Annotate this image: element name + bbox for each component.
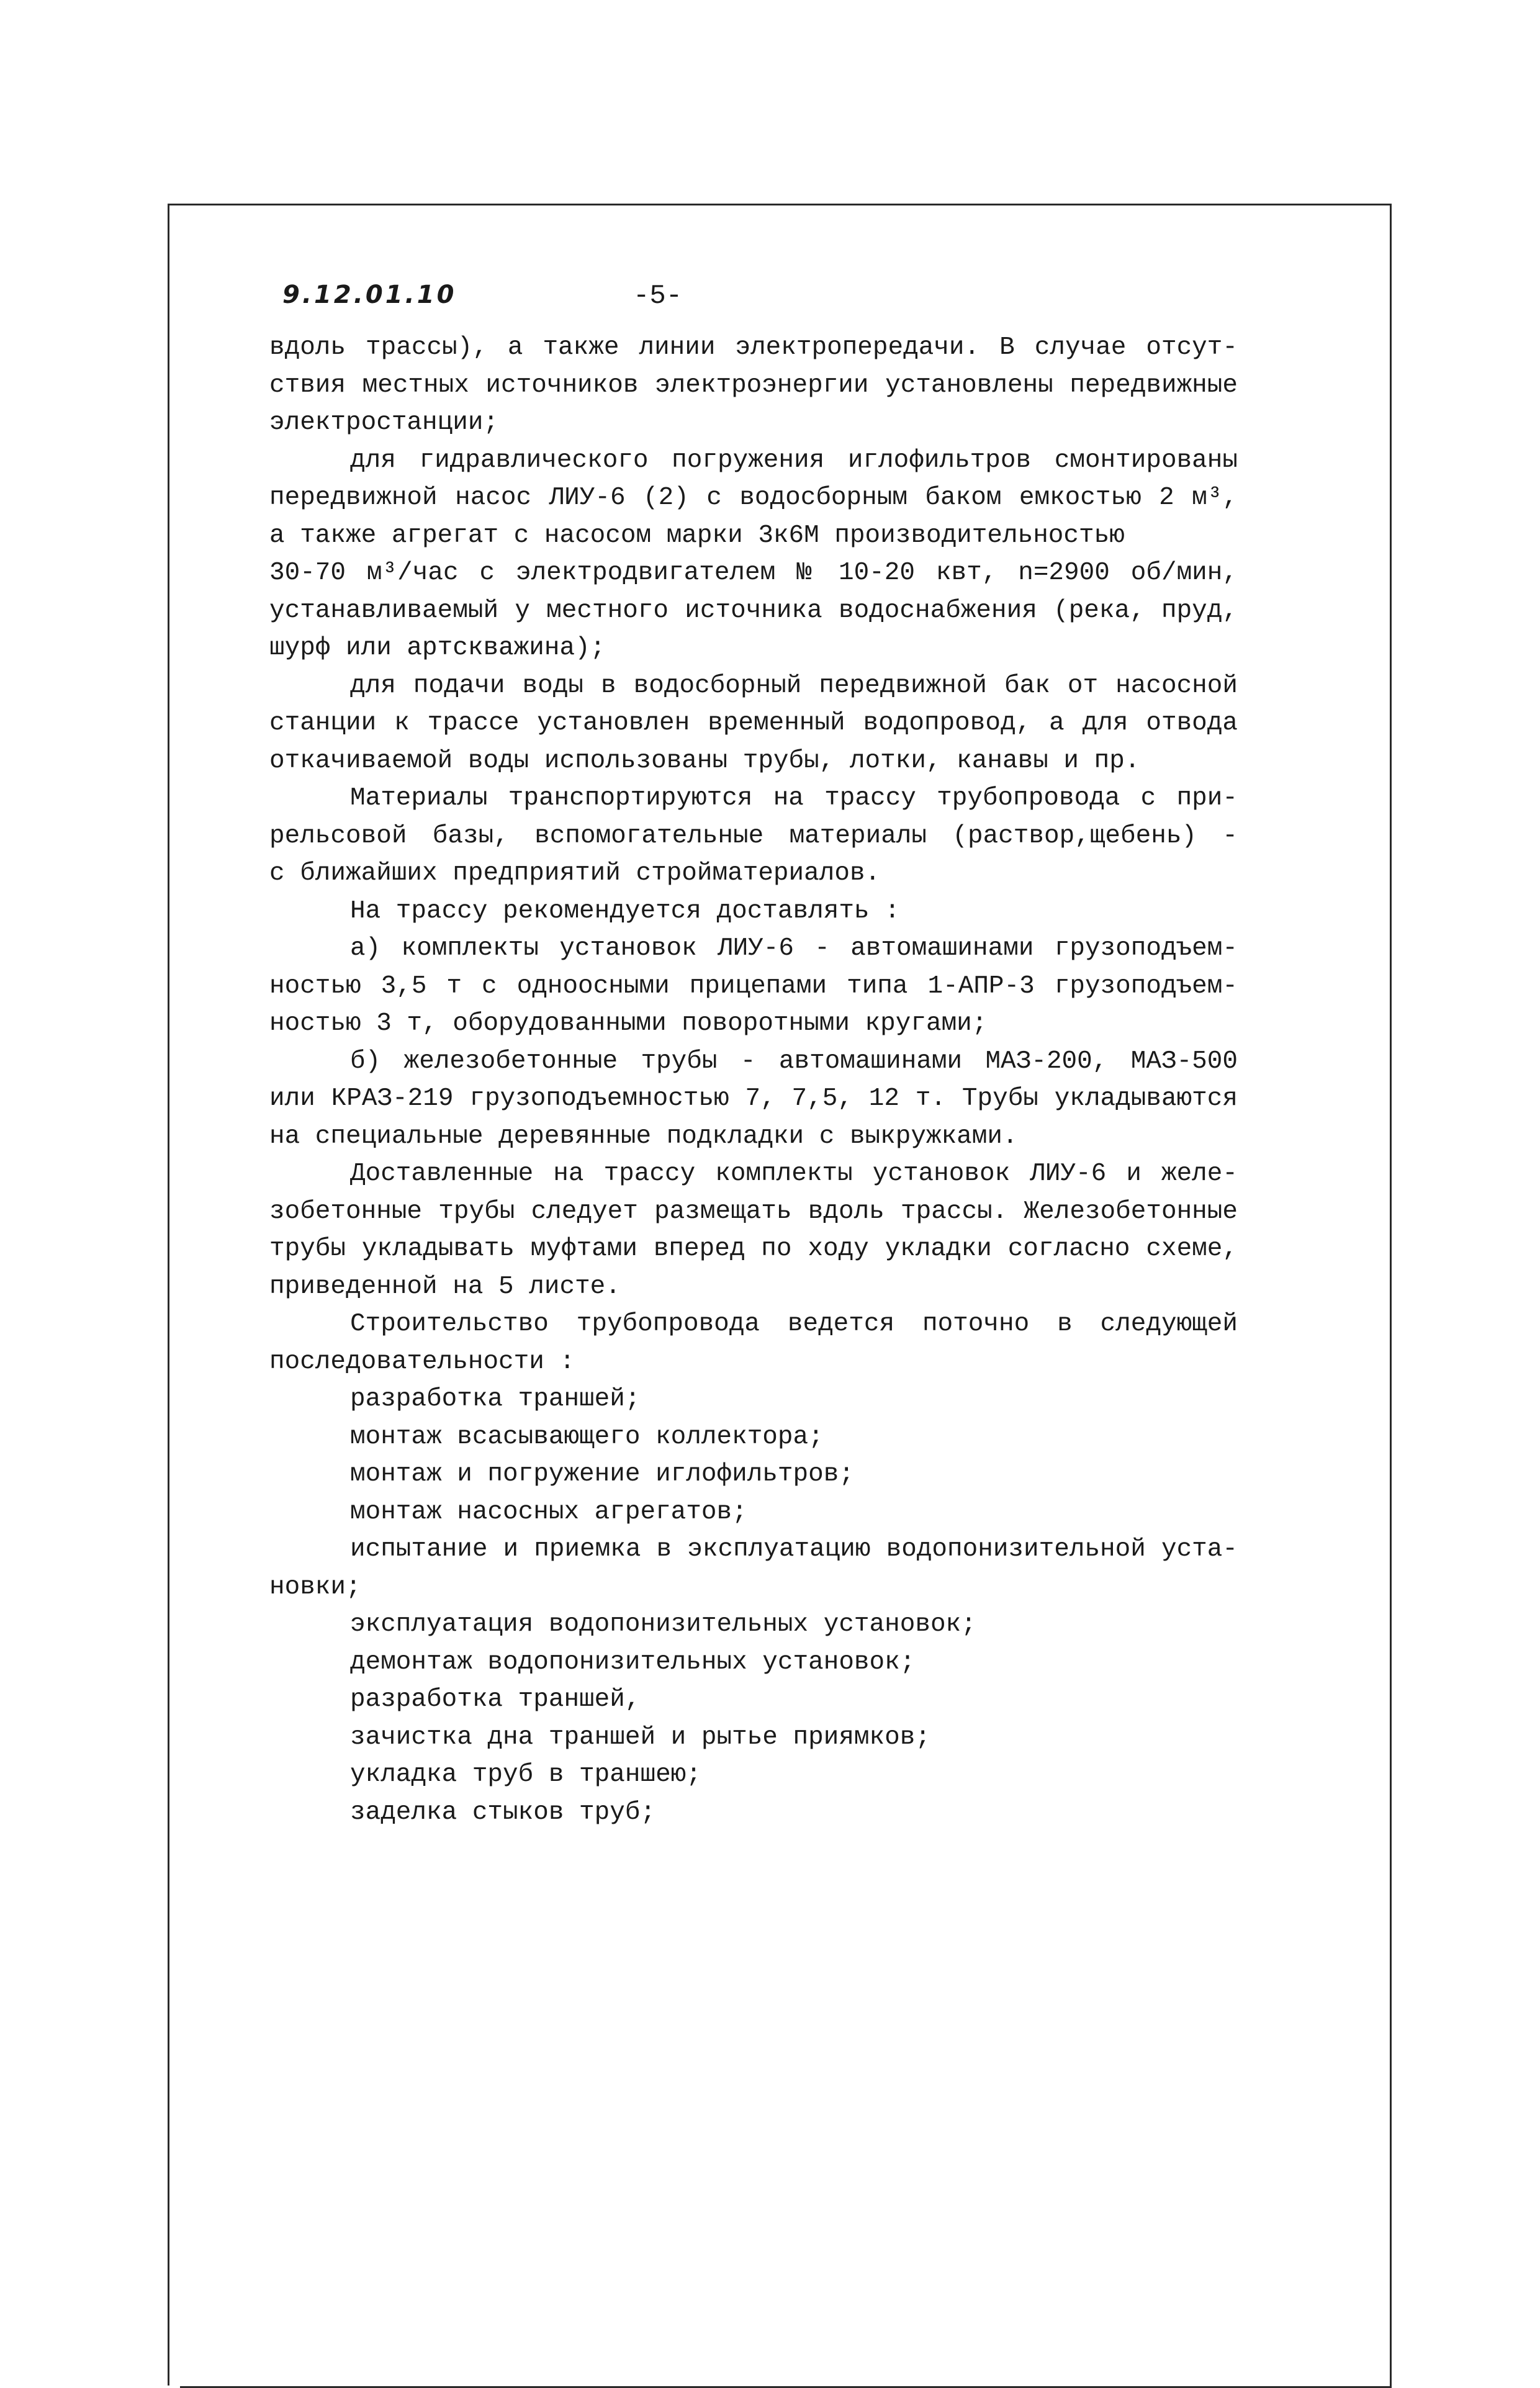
- sequence-list-item: эксплуатация водопонизительных установок;: [350, 1610, 976, 1639]
- document-body: [269, 329, 1238, 1831]
- text-line: для гидравлического погружения иглофильтров смонтированы: [350, 446, 1238, 475]
- text-line: станции к трассе установлен временный водопровод, а для отвода: [269, 709, 1238, 737]
- text-line: с ближайших предприятий стройматериалов.: [269, 859, 881, 888]
- text-line: ностью 3,5 т с одноосными прицепами типа 1-АПР-3 грузоподъем-: [269, 971, 1238, 1001]
- text-line: трубы укладывать муфтами вперед по ходу укладки согласно схеме,: [269, 1235, 1238, 1263]
- text-line: Строительство трубопровода ведется поточно в следующей: [350, 1310, 1238, 1338]
- text-line: вдоль трассы), а также линии электропередачи. В случае отсут-: [269, 333, 1238, 362]
- sequence-list-item: разработка траншей,: [350, 1685, 641, 1714]
- text-line: шурф или артскважина);: [269, 634, 606, 662]
- sequence-list-item: монтаж насосных агрегатов;: [350, 1497, 747, 1526]
- page-frame-top-border: [168, 204, 1392, 205]
- text-line: на специальные деревянные подкладки с выкружками.: [269, 1122, 1018, 1151]
- document-code: 9.12.01.10: [282, 281, 457, 309]
- text-line: б) железобетонные трубы - автомашинами МАЗ-200, МАЗ-500: [350, 1047, 1238, 1076]
- page-frame-right-border: [1390, 204, 1392, 2387]
- text-line: электростанции;: [269, 408, 499, 437]
- sequence-list-item: испытание и приемка в эксплуатацию водопонизительной уста-: [350, 1535, 1238, 1564]
- sequence-list-item: монтаж и погружение иглофильтров;: [350, 1460, 854, 1489]
- page-number: -5-: [633, 281, 683, 312]
- text-line: На трассу рекомендуется доставлять :: [350, 896, 900, 926]
- sequence-list-item: укладка труб в траншею;: [350, 1760, 701, 1789]
- text-line: последовательности :: [269, 1347, 575, 1376]
- sequence-list-item: монтаж всасывающего коллектора;: [350, 1422, 824, 1451]
- text-line: а) комплекты установок ЛИУ-6 - автомашинами грузоподъем-: [350, 934, 1238, 963]
- text-line: 30-70 м³/час с электродвигателем № 10-20 квт, n=2900 об/мин,: [269, 559, 1238, 587]
- page-frame-left-border: [168, 204, 169, 2386]
- sequence-list-item: демонтаж водопонизительных установок;: [350, 1647, 916, 1677]
- sequence-list-item: заделка стыков труб;: [350, 1798, 656, 1827]
- sequence-list-item-continuation: новки;: [269, 1572, 361, 1602]
- sequence-list-item: разработка траншей;: [350, 1385, 641, 1413]
- text-line: рельсовой базы, вспомогательные материалы (раствор,щебень) -: [269, 821, 1238, 850]
- text-line: передвижной насос ЛИУ-6 (2) с водосборным баком емкостью 2 м³,: [269, 484, 1238, 512]
- text-line: зобетонные трубы следует размещать вдоль трассы. Железобетонные: [269, 1197, 1238, 1226]
- text-line: ствия местных источников электроэнергии установлены передвижные: [269, 371, 1238, 400]
- text-line: приведенной на 5 листе.: [269, 1272, 621, 1301]
- sequence-list-item: зачистка дна траншей и рытье приямков;: [350, 1723, 930, 1752]
- text-line: Доставленные на трассу комплекты установок ЛИУ-6 и желе-: [350, 1160, 1238, 1188]
- text-line: Материалы транспортируются на трассу трубопровода с при-: [350, 784, 1238, 813]
- text-line: откачиваемой воды использованы трубы, лотки, канавы и пр.: [269, 746, 1140, 775]
- text-line: а также агрегат с насосом марки 3к6М производительностью: [269, 521, 1125, 550]
- text-line: для подачи воды в водосборный передвижной бак от насосной: [350, 671, 1238, 700]
- text-line: или КРАЗ-219 грузоподъемностью 7, 7,5, 12 т. Трубы укладываются: [269, 1084, 1238, 1113]
- text-line: устанавливаемый у местного источника водоснабжения (река, пруд,: [269, 596, 1238, 625]
- text-line: ностью 3 т, оборудованными поворотными кругами;: [269, 1009, 988, 1038]
